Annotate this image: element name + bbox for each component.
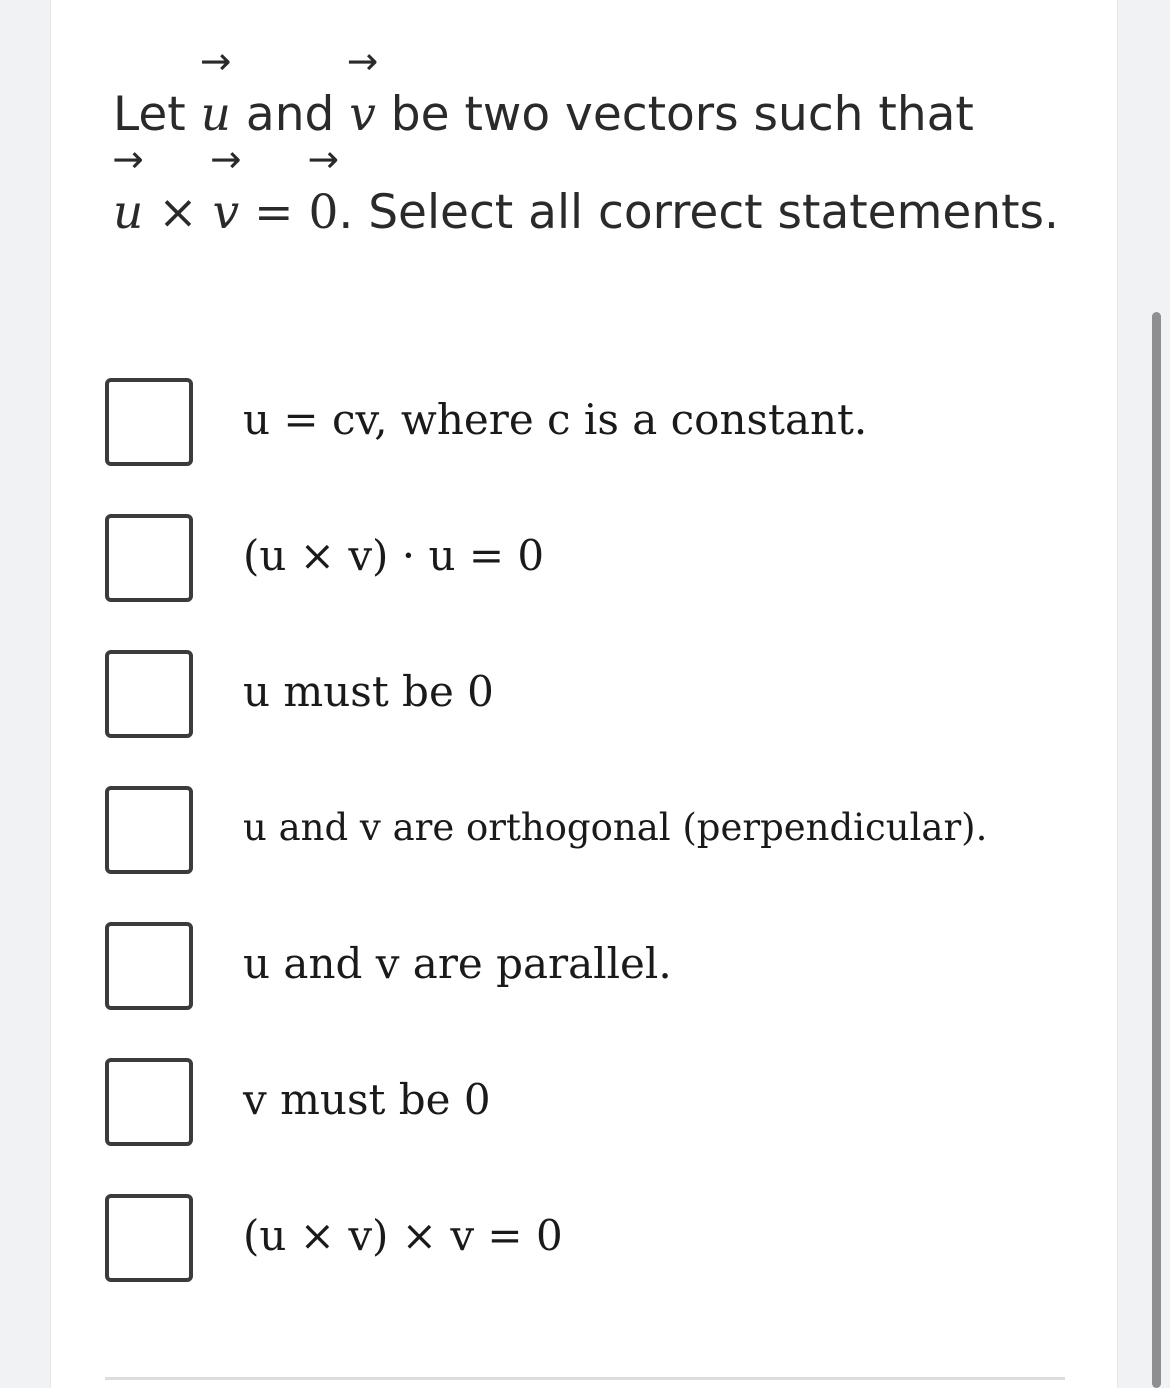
vector-u: → u — [201, 66, 231, 164]
option-5[interactable] — [105, 922, 1105, 1058]
cross-sign: × — [158, 185, 198, 240]
option-1[interactable] — [105, 378, 1105, 514]
scrollbar-thumb[interactable] — [1152, 312, 1161, 1388]
question-text-let: Let — [113, 87, 186, 142]
option-checkbox[interactable] — [105, 922, 193, 1010]
option-6[interactable] — [105, 1058, 1105, 1194]
option-label: u and v are parallel. — [243, 939, 672, 988]
answer-options — [105, 378, 1105, 1330]
option-4[interactable] — [105, 786, 1105, 922]
option-3[interactable] — [105, 650, 1105, 786]
zero-vector: → 0 — [308, 164, 338, 262]
option-label: (u × v) · u = 0 — [243, 531, 545, 580]
option-2[interactable] — [105, 514, 1105, 650]
option-checkbox[interactable] — [105, 650, 193, 738]
vector-u: → u — [113, 164, 143, 262]
vector-v: → v — [213, 164, 240, 262]
section-divider — [105, 1377, 1065, 1380]
option-7[interactable] — [105, 1194, 1105, 1330]
option-checkbox[interactable] — [105, 1194, 193, 1282]
equals-sign: = — [254, 185, 294, 240]
question-line-2 — [113, 164, 1093, 262]
question-text-and: and — [245, 87, 335, 142]
option-label: u must be 0 — [243, 667, 494, 716]
question-text-select: . Select all correct statements. — [338, 185, 1059, 240]
option-label: u and v are orthogonal (perpendicular). — [243, 806, 988, 849]
vector-v: → v — [349, 66, 376, 164]
option-label: (u × v) × v = 0 — [243, 1211, 563, 1260]
option-checkbox[interactable] — [105, 514, 193, 602]
question-text-such: be two vectors such that — [390, 87, 974, 142]
option-checkbox[interactable] — [105, 1058, 193, 1146]
option-checkbox[interactable] — [105, 378, 193, 466]
option-checkbox[interactable] — [105, 786, 193, 874]
question-card — [50, 0, 1118, 1388]
question-line-1 — [113, 66, 1093, 164]
question-prompt — [113, 66, 1093, 262]
option-label: u = cv, where c is a constant. — [243, 395, 868, 444]
option-label: v must be 0 — [243, 1075, 491, 1124]
